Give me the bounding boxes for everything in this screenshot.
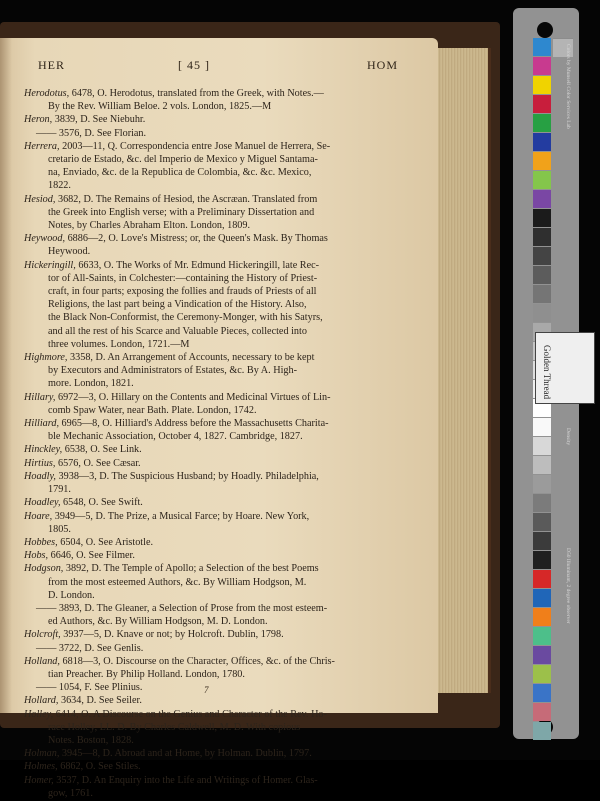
entry-heading: Holley, [24, 708, 54, 720]
entry-text: ed Authors, &c. By William Hodgson, M. D. London. [48, 616, 268, 628]
entry-text: three volumes. London, 1721.—M [48, 338, 190, 350]
entry-text: —— 3893, D. The Gleaner, a Selection of Prose from the most esteem- [36, 602, 328, 614]
entry-text: by Executors and Administrators of Estates, &c. By A. High- [48, 365, 297, 377]
catalog-entry-line [24, 365, 414, 377]
entry-heading: Hobbes, [24, 536, 58, 548]
color-swatch [533, 95, 551, 113]
entry-text: 3682, D. The Remains of Hesiod, the Ascræan. Translated from [55, 193, 318, 205]
catalog-entry-line [24, 616, 414, 628]
color-swatch [533, 57, 551, 75]
entry-text: 6972—3, O. Hillary on the Contents and Medicinal Virtues of Lin- [55, 391, 331, 403]
entry-heading: Hoadley, [24, 497, 61, 509]
entry-text: 1805. [48, 523, 71, 535]
entry-heading: Hilliard, [24, 418, 59, 430]
catalog-entry-line [24, 775, 414, 787]
entry-heading: Heron, [24, 114, 53, 126]
entry-heading: Herodotus, [24, 88, 70, 99]
catalog-entry-line [24, 669, 414, 681]
golden-thread-tag [535, 332, 595, 404]
color-swatch [533, 703, 551, 721]
entry-text: cretario de Estado, &c. del Imperio de Mexico y Miguel Santama- [48, 154, 318, 166]
header-center: [ 45 ] [178, 58, 210, 72]
catalog-entry-line [24, 405, 414, 417]
entry-text: the Greek into English verse; with a Preliminary Dissertation and [48, 206, 315, 218]
color-swatch [533, 171, 551, 189]
entry-text: na, Enviado, &c. de la Republica de Colombia, &c. &c. Mexico, [48, 167, 312, 179]
entry-text: 3358, D. An Arrangement of Accounts, necessary to be kept [67, 352, 315, 364]
color-swatch [533, 551, 551, 569]
entry-text: race Holley, LL. D. By Charles Caldwell, M. D. With copious [48, 721, 301, 733]
color-swatch [533, 418, 551, 436]
catalog-entry-line [24, 444, 414, 456]
scale-top-label: Colors by Munsell Color Services Lab [565, 44, 571, 129]
entry-text: from the most esteemed Authors, &c. By William Hodgson, M. [48, 576, 307, 588]
catalog-entry-line [24, 194, 414, 206]
entry-heading: Holmes, [24, 761, 58, 773]
catalog-entry-line [24, 392, 414, 404]
entry-text: 6965—8, O. Hilliard's Address before the Massachusetts Charita- [59, 418, 329, 430]
entry-heading: Holcroft, [24, 629, 61, 641]
scale-hole-top [537, 22, 553, 38]
entry-text: 3937—5, D. Knave or not; by Holcroft. Dublin, 1798. [60, 629, 284, 641]
entry-text: 1822. [48, 180, 71, 192]
entry-text: 3892, D. The Temple of Apollo; a Selection of the best Poems [63, 563, 319, 575]
color-swatch [533, 627, 551, 645]
catalog-entry-line [24, 233, 414, 245]
entry-text: 3537, D. An Enquiry into the Life and Writings of Homer. Glas- [53, 774, 318, 786]
entry-text: 3945—8, D. Abroad and at Home, by Holman. Dublin, 1797. [59, 748, 312, 760]
entry-text: —— 3576, D. See Florian. [36, 127, 147, 139]
page-gutter-shadow [0, 38, 12, 713]
entry-text: 6646, O. See Filmer. [48, 550, 135, 562]
color-swatch [533, 532, 551, 550]
catalog-entry-line [24, 550, 414, 562]
catalog-entry-line [24, 563, 414, 575]
entry-heading: Hillary, [24, 391, 56, 403]
color-swatch [533, 494, 551, 512]
color-swatch [533, 608, 551, 626]
entry-text: 3634, D. See Seiler. [58, 695, 142, 707]
entry-text: 6886—2, O. Love's Mistress; or, the Queen's Mask. By Thomas [65, 233, 328, 245]
entry-text: Notes. Boston, 1828. [48, 734, 134, 746]
entry-text: 6576, O. See Cæsar. [55, 457, 141, 469]
entry-text: tor of All-Saints, in Colchester:—containing the History of Priest- [48, 272, 318, 284]
entry-heading: Hirtius, [24, 457, 56, 469]
color-swatch [533, 456, 551, 474]
catalog-entry-line [24, 246, 414, 258]
catalog-entry-line [24, 339, 414, 351]
entry-heading: Herrera, [24, 140, 60, 152]
catalog-entry-line [24, 312, 414, 324]
entry-text: and all the rest of his Scarce and Valuable Pieces, collected into [48, 325, 307, 337]
color-swatch [533, 114, 551, 132]
entry-text: —— 1054, F. See Plinius. [36, 682, 143, 694]
entry-text: ble Mechanic Association, October 4, 1827. Cambridge, 1827. [48, 431, 303, 443]
entry-text: 6633, O. The Works of Mr. Edmund Hickeringill, late Rec- [75, 259, 320, 271]
color-swatch [533, 646, 551, 664]
catalog-entry-line [24, 220, 414, 232]
header-left: HER [38, 58, 65, 72]
catalog-entry-line [24, 141, 414, 153]
catalog-entry-line [24, 299, 414, 311]
color-swatch [533, 304, 551, 322]
catalog-entry-line [24, 722, 414, 734]
color-swatch [533, 665, 551, 683]
entry-text: 6504, O. See Aristotle. [57, 536, 154, 548]
entry-text: tian Preacher. By Philip Holland. London, 1780. [48, 668, 245, 680]
color-swatch [533, 589, 551, 607]
entry-heading: Holman, [24, 748, 60, 760]
catalog-entry-line [24, 128, 414, 140]
catalog-entry-line [24, 273, 414, 285]
catalog-entry-line [24, 471, 414, 483]
catalog-entry-line [24, 418, 414, 430]
entry-text: 6548, O. See Swift. [60, 497, 143, 509]
catalog-entry-line [24, 709, 414, 721]
catalog-entry-line [24, 101, 414, 113]
entry-heading: Homer, [24, 774, 54, 786]
catalog-entry-line [24, 788, 414, 800]
entry-heading: Hoare, [24, 510, 53, 522]
entry-text: 3938—3, D. The Suspicious Husband; by Hoadly. Philadelphia, [55, 470, 319, 482]
color-swatch [533, 38, 551, 56]
catalog-entry-line [24, 590, 414, 602]
color-swatch [533, 285, 551, 303]
catalog-entry-line [24, 207, 414, 219]
entry-text: the Black Non-Conformist, the Ceremony-Monger, with his Satyrs, [48, 312, 323, 324]
entry-text: Notes, by Charles Abraham Elton. London, 1809. [48, 220, 251, 232]
entry-heading: Heywood, [24, 233, 66, 245]
catalog-entry-line [24, 484, 414, 496]
catalog-entry-line [24, 154, 414, 166]
catalog-entry-line [24, 88, 414, 100]
entry-heading: Highmore, [24, 352, 68, 364]
catalog-entry-line [24, 114, 414, 126]
catalog-entry-line [24, 735, 414, 747]
color-swatch [533, 209, 551, 227]
catalog-entry-line [24, 524, 414, 536]
entry-text: more. London, 1821. [48, 378, 134, 390]
entry-heading: Hinckley, [24, 444, 63, 456]
entry-heading: Hollard, [24, 695, 59, 707]
entry-heading: Hesiod, [24, 193, 56, 205]
color-swatch [533, 152, 551, 170]
scale-bottom-label: D50 Illuminant, 2 degree observer [565, 548, 571, 624]
catalog-entry-line [24, 748, 414, 760]
catalog-entry-line [24, 695, 414, 707]
catalog-entry-line [24, 629, 414, 641]
color-swatch [533, 437, 551, 455]
color-swatch [533, 684, 551, 702]
entry-text: Religions, the last part being a Vindication of the History. Also, [48, 299, 307, 311]
color-swatch [533, 475, 551, 493]
entry-text: 6478, O. Herodotus, translated from the Greek, with Notes.— [69, 88, 324, 99]
page-header [38, 58, 398, 78]
catalog-entry-line [24, 260, 414, 272]
page-text [24, 88, 414, 801]
entry-text: comb Spaw Water, near Bath. Plate. London, 1742. [48, 404, 257, 416]
catalog-entry-line [24, 378, 414, 390]
entry-heading: Hickeringill, [24, 259, 76, 271]
catalog-entry-line [24, 656, 414, 668]
catalog-entry-line [24, 352, 414, 364]
entry-text: 2003—11, Q. Correspondencia entre Jose Manuel de Herrera, Se- [59, 140, 331, 152]
catalog-entry-line [24, 326, 414, 338]
color-swatch [533, 228, 551, 246]
entry-heading: Hobs, [24, 550, 49, 562]
entry-heading: Hodgson, [24, 563, 64, 575]
entry-text: craft, in four parts; exposing the follies and frauds of Priests of all [48, 286, 317, 298]
entry-text: 6414, O. A Discourse on the Genius and Character of the Rev. Ho- [53, 708, 327, 720]
entry-text: gow, 1761. [48, 787, 93, 799]
entry-text: 6818—3, O. Discourse on the Character, Offices, &c. of the Chris- [59, 655, 335, 667]
golden-thread-label: Golden Thread [542, 345, 552, 400]
entry-text: D. London. [48, 589, 95, 601]
catalog-entry-line [24, 577, 414, 589]
catalog-entry-line [24, 286, 414, 298]
entry-text: By the Rev. William Beloe. 2 vols. London, 1825.—M [48, 101, 272, 113]
page-edges [430, 48, 491, 693]
entry-text: 6862, O. See Stiles. [57, 761, 141, 773]
color-swatch [533, 266, 551, 284]
catalog-entry-line [24, 167, 414, 179]
entry-text: 3949—5, D. The Prize, a Musical Farce; by Hoare. New York, [52, 510, 310, 522]
color-swatch [533, 570, 551, 588]
entry-text: 3839, D. See Niebuhr. [52, 114, 146, 126]
catalog-entry-line [24, 643, 414, 655]
catalog-entry-line [24, 431, 414, 443]
page-footer: 7 [204, 685, 209, 695]
entry-text: —— 3722, D. See Genlis. [36, 642, 144, 654]
color-swatch [533, 247, 551, 265]
entry-text: 6538, O. See Link. [62, 444, 142, 456]
entry-text: 1791. [48, 484, 71, 496]
color-swatch [533, 190, 551, 208]
catalog-entry-line [24, 511, 414, 523]
color-swatch [533, 722, 551, 740]
catalog-entry-line [24, 682, 414, 694]
entry-heading: Holland, [24, 655, 60, 667]
header-right: HOM [366, 58, 398, 72]
catalog-entry-line [24, 603, 414, 615]
catalog-entry-line [24, 497, 414, 509]
catalog-entry-line [24, 537, 414, 549]
entry-heading: Hoadly, [24, 470, 56, 482]
catalog-entry-line [24, 761, 414, 773]
color-swatch [533, 76, 551, 94]
scale-density-label: Density [565, 428, 571, 446]
catalog-entry-line [24, 180, 414, 192]
color-swatch [533, 133, 551, 151]
entry-text: Heywood. [48, 246, 91, 258]
color-swatch [533, 513, 551, 531]
catalog-entry-line [24, 458, 414, 470]
